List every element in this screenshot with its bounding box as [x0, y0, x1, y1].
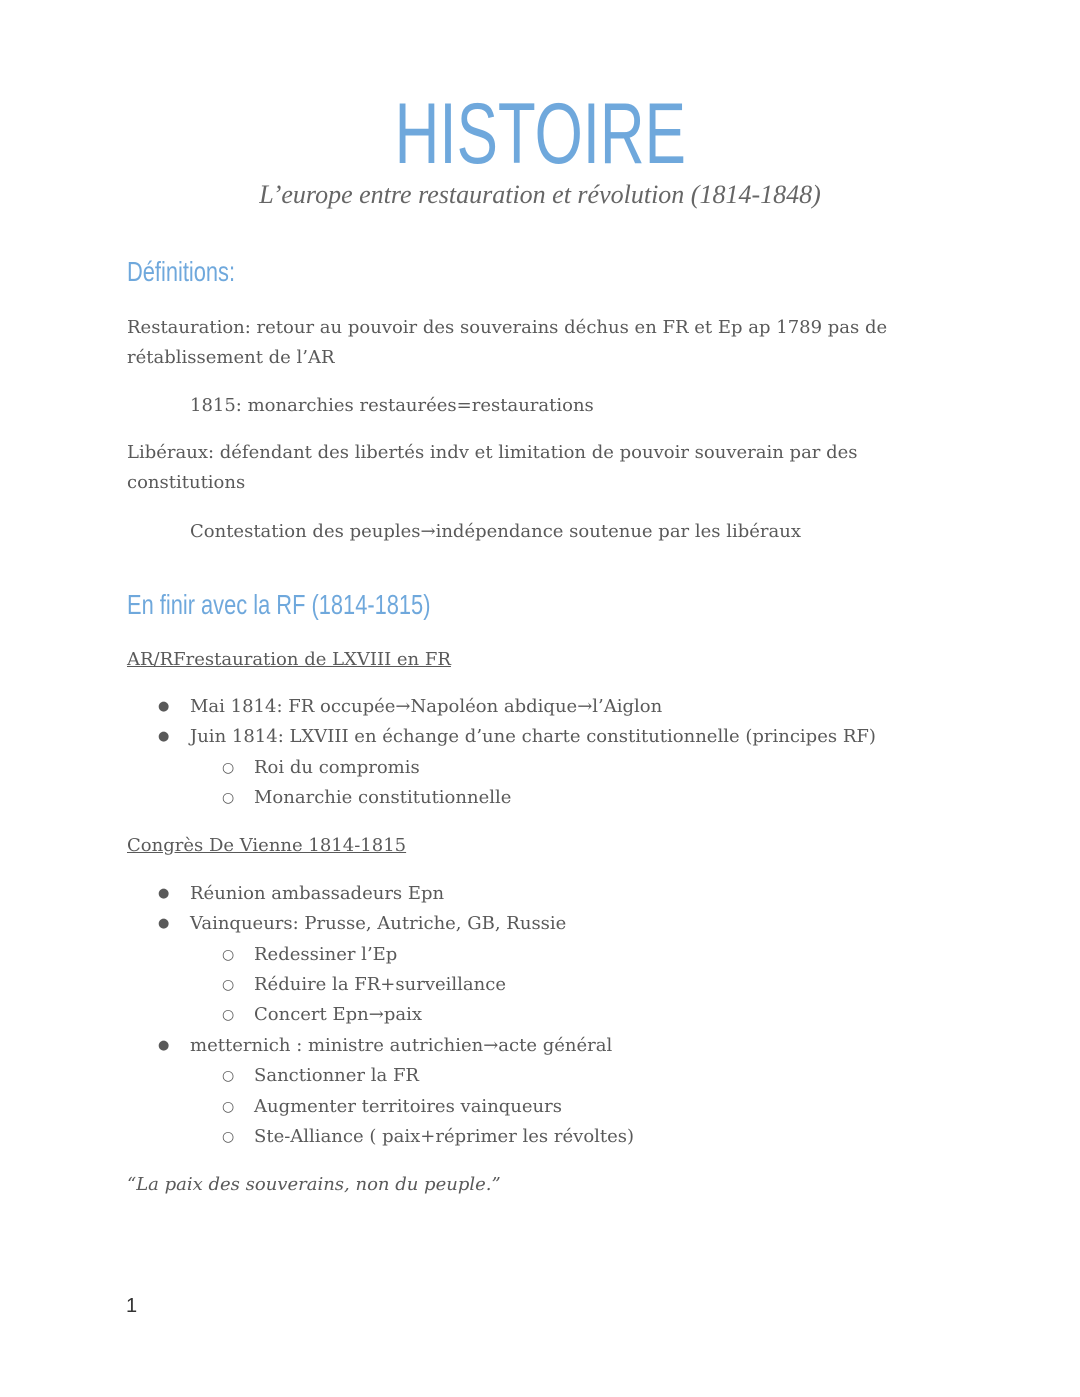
- list-item: ● metternich : ministre autrichien→acte général: [190, 1031, 612, 1062]
- document-subtitle: L’europe entre restauration et révolution (1814-1848): [259, 180, 821, 209]
- list-subitem: ○ Réduire la FR+surveillance: [254, 970, 506, 1001]
- quote: “La paix des souverains, non du peuple.”: [127, 1174, 501, 1195]
- page-number: 1: [126, 1295, 138, 1317]
- document-title: HISTOIRE: [394, 86, 686, 182]
- definition-liberaux-note: Contestation des peuples→indépendance soutenue par les libéraux: [190, 521, 802, 542]
- list-item: ● Vainqueurs: Prusse, Autriche, GB, Russie: [190, 909, 566, 940]
- list-subitem: ○ Sanctionner la FR: [254, 1061, 419, 1092]
- list-subitem: ○ Concert Epn→paix: [254, 1000, 422, 1031]
- list-subitem: ○ Roi du compromis: [254, 753, 420, 784]
- subheading-congres-vienne: Congrès De Vienne 1814-1815: [127, 835, 407, 856]
- list-subitem: ○ Monarchie constitutionnelle: [254, 783, 511, 814]
- definition-liberaux: Libéraux: défendant des libertés indv et limitation de pouvoir souverain par des constitutions: [127, 442, 858, 493]
- list-item: ● Juin 1814: LXVIII en échange d’une charte constitutionnelle (principes RF): [190, 722, 876, 753]
- subheading-restauration: AR/RFrestauration de LXVIII en FR: [127, 649, 451, 670]
- definition-restauration-note: 1815: monarchies restaurées=restaurations: [190, 395, 594, 416]
- list-subitem: ○ Ste-Alliance ( paix+réprimer les révoltes): [254, 1122, 634, 1153]
- list-item: ● Mai 1814: FR occupée→Napoléon abdique→l’Aiglon: [190, 692, 662, 723]
- heading-en-finir-rf: En finir avec la RF (1814-1815): [127, 589, 431, 620]
- heading-definitions: Définitions:: [127, 256, 236, 287]
- list-subitem: ○ Redessiner l’Ep: [254, 940, 397, 971]
- definition-restauration: Restauration: retour au pouvoir des souverains déchus en FR et Ep ap 1789 pas de rétablissement de l’AR: [127, 317, 888, 368]
- list-subitem: ○ Augmenter territoires vainqueurs: [254, 1092, 562, 1123]
- list-item: ● Réunion ambassadeurs Epn: [190, 879, 444, 910]
